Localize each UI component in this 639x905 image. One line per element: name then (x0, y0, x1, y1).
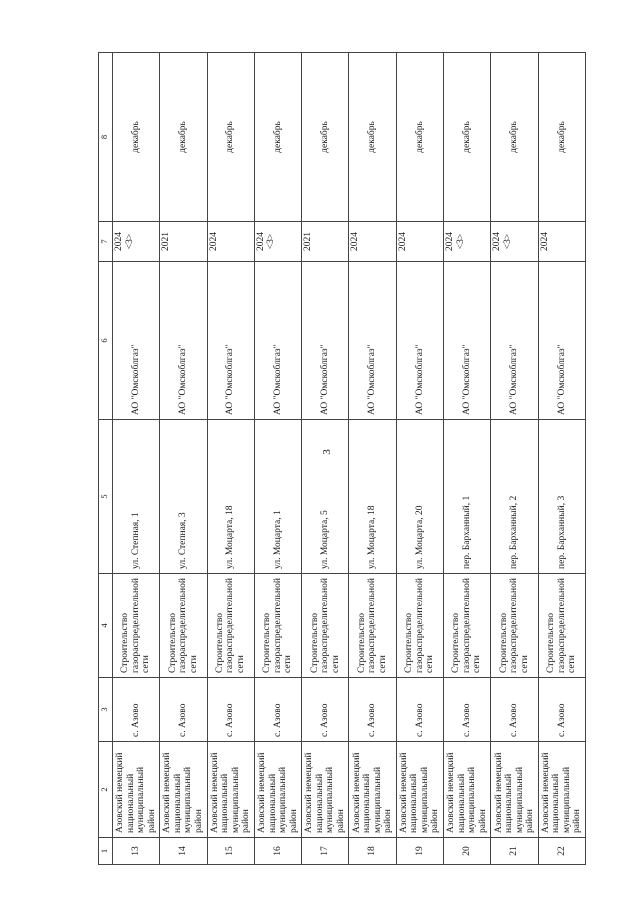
address-cell: пер. Барханный, 2 (491, 420, 538, 574)
work-type-cell: Строительство газораспределительной сети (302, 574, 349, 678)
column-header: 8 (99, 53, 113, 222)
month-cell: декабрь (491, 53, 538, 222)
work-type-cell: Строительство газораспределительной сети (538, 574, 585, 678)
year-cell: 2024 (538, 222, 585, 262)
address-cell: ул. Моцарта, 5 (302, 420, 349, 574)
year-cell: 2024 <3> (254, 222, 301, 262)
row-number: 18 (349, 838, 396, 865)
settlement-cell: с. Азово (160, 678, 207, 742)
district-cell: Азовский немецкий национальный муниципальный район (538, 742, 585, 838)
month-cell: декабрь (538, 53, 585, 222)
year-cell: 2021 (302, 222, 349, 262)
table-row (207, 53, 254, 865)
row-number: 22 (538, 838, 585, 865)
column-header: 1 (99, 838, 113, 865)
column-header: 7 (99, 222, 113, 262)
table-row (538, 53, 585, 865)
column-header: 2 (99, 742, 113, 838)
address-cell: ул. Степная, 3 (160, 420, 207, 574)
table-row (254, 53, 301, 865)
district-cell: Азовский немецкий национальный муниципальный район (302, 742, 349, 838)
organization-cell: АО "Омскоблгаз" (254, 262, 301, 420)
year-cell: 2024 (349, 222, 396, 262)
work-type-cell: Строительство газораспределительной сети (444, 574, 491, 678)
work-type-cell: Строительство газораспределительной сети (349, 574, 396, 678)
organization-cell: АО "Омскоблгаз" (207, 262, 254, 420)
address-cell: пер. Барханный, 1 (444, 420, 491, 574)
district-cell: Азовский немецкий национальный муниципальный район (396, 742, 443, 838)
year-cell: 2024 <3> (444, 222, 491, 262)
month-cell: декабрь (396, 53, 443, 222)
year-cell: 2021 (160, 222, 207, 262)
address-cell: ул. Моцарта, 18 (349, 420, 396, 574)
month-cell: декабрь (254, 53, 301, 222)
month-cell: декабрь (160, 53, 207, 222)
work-type-cell: Строительство газораспределительной сети (491, 574, 538, 678)
row-number: 20 (444, 838, 491, 865)
row-number: 19 (396, 838, 443, 865)
column-number-row (99, 53, 113, 865)
table-row (491, 53, 538, 865)
address-cell: ул. Моцарта, 18 (207, 420, 254, 574)
settlement-cell: с. Азово (302, 678, 349, 742)
organization-cell: АО "Омскоблгаз" (349, 262, 396, 420)
year-cell: 2024 <3> (113, 222, 160, 262)
organization-cell: АО "Омскоблгаз" (444, 262, 491, 420)
work-type-cell: Строительство газораспределительной сети (254, 574, 301, 678)
work-type-cell: Строительство газораспределительной сети (113, 574, 160, 678)
district-cell: Азовский немецкий национальный муниципальный район (444, 742, 491, 838)
row-number: 14 (160, 838, 207, 865)
page-number: 3 (321, 449, 333, 455)
settlement-cell: с. Азово (396, 678, 443, 742)
table-row (396, 53, 443, 865)
work-type-cell: Строительство газораспределительной сети (396, 574, 443, 678)
month-cell: декабрь (207, 53, 254, 222)
district-cell: Азовский немецкий национальный муниципальный район (349, 742, 396, 838)
column-header: 6 (99, 262, 113, 420)
address-cell: ул. Моцарта, 1 (254, 420, 301, 574)
row-number: 13 (113, 838, 160, 865)
column-header: 5 (99, 420, 113, 574)
column-header: 3 (99, 678, 113, 742)
month-cell: декабрь (113, 53, 160, 222)
settlement-cell: с. Азово (444, 678, 491, 742)
work-type-cell: Строительство газораспределительной сети (207, 574, 254, 678)
month-cell: декабрь (349, 53, 396, 222)
year-cell: 2024 <3> (491, 222, 538, 262)
year-cell: 2024 (207, 222, 254, 262)
settlement-cell: с. Азово (491, 678, 538, 742)
row-number: 16 (254, 838, 301, 865)
organization-cell: АО "Омскоблгаз" (113, 262, 160, 420)
table-row (302, 53, 349, 865)
gas-network-table (98, 52, 586, 865)
rotated-page-content (98, 53, 586, 865)
settlement-cell: с. Азово (207, 678, 254, 742)
settlement-cell: с. Азово (538, 678, 585, 742)
organization-cell: АО "Омскоблгаз" (302, 262, 349, 420)
address-cell: ул. Моцарта, 20 (396, 420, 443, 574)
column-header: 4 (99, 574, 113, 678)
table-row (349, 53, 396, 865)
organization-cell: АО "Омскоблгаз" (396, 262, 443, 420)
table-row (444, 53, 491, 865)
settlement-cell: с. Азово (113, 678, 160, 742)
table-row (160, 53, 207, 865)
work-type-cell: Строительство газораспределительной сети (160, 574, 207, 678)
district-cell: Азовский немецкий национальный муниципальный район (160, 742, 207, 838)
district-cell: Азовский немецкий национальный муниципальный район (113, 742, 160, 838)
settlement-cell: с. Азово (349, 678, 396, 742)
district-cell: Азовский немецкий национальный муниципальный район (207, 742, 254, 838)
month-cell: декабрь (302, 53, 349, 222)
table-row (113, 53, 160, 865)
organization-cell: АО "Омскоблгаз" (538, 262, 585, 420)
address-cell: пер. Барханный, 3 (538, 420, 585, 574)
organization-cell: АО "Омскоблгаз" (491, 262, 538, 420)
row-number: 15 (207, 838, 254, 865)
organization-cell: АО "Омскоблгаз" (160, 262, 207, 420)
settlement-cell: с. Азово (254, 678, 301, 742)
district-cell: Азовский немецкий национальный муниципальный район (491, 742, 538, 838)
row-number: 21 (491, 838, 538, 865)
year-cell: 2024 (396, 222, 443, 262)
address-cell: ул. Степная, 1 (113, 420, 160, 574)
district-cell: Азовский немецкий национальный муниципальный район (254, 742, 301, 838)
month-cell: декабрь (444, 53, 491, 222)
row-number: 17 (302, 838, 349, 865)
